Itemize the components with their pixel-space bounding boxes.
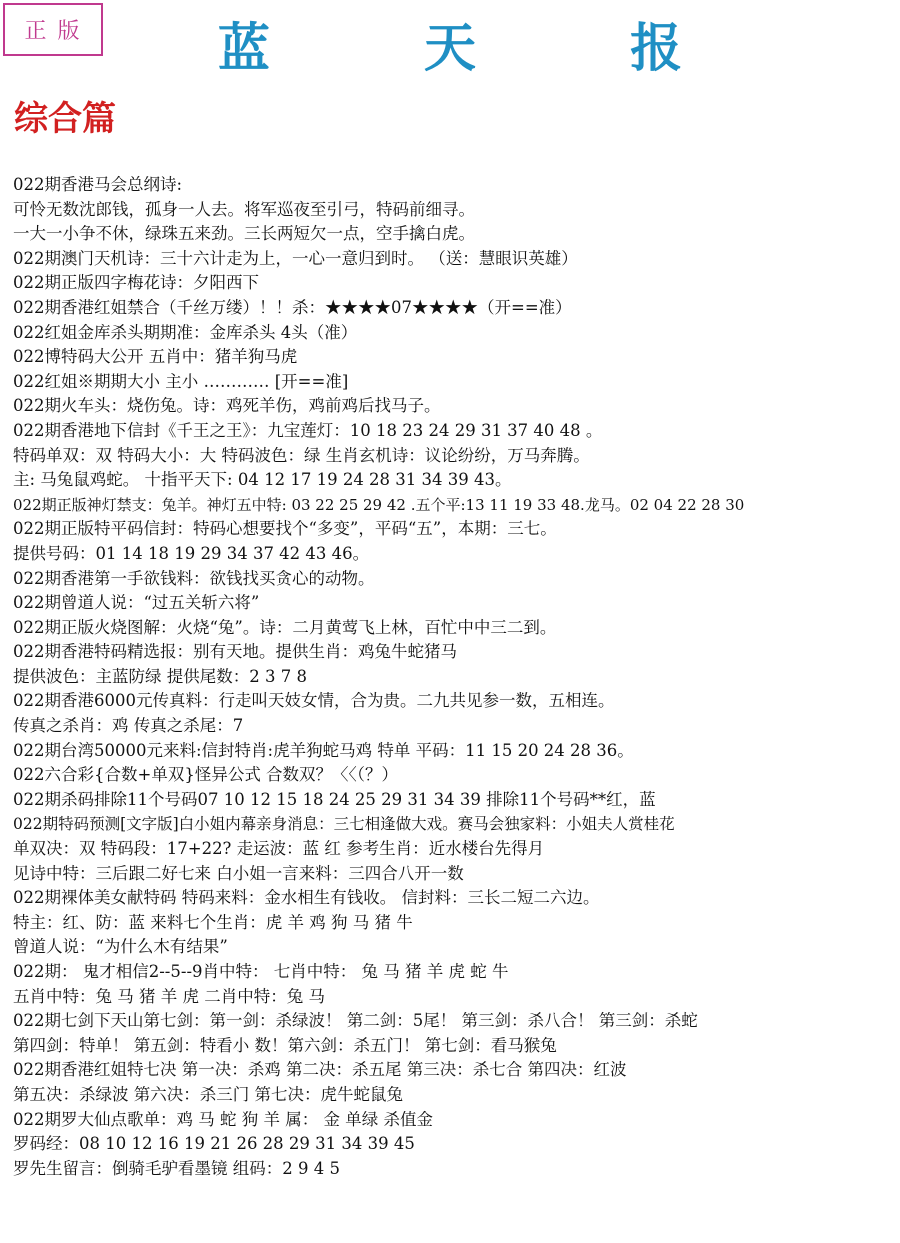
content-line: 一大一小争不休，绿珠五来劲。三长两短欠一点，空手擒白虎。 xyxy=(13,224,475,244)
content-line: 022博特码大公开 五肖中：猪羊狗马虎 xyxy=(13,347,298,367)
content-line: 022期香港特码精选报：别有天地。提供生肖：鸡兔牛蛇猪马 xyxy=(13,642,457,662)
content-line: 022期正版四字梅花诗：夕阳西下 xyxy=(13,273,259,293)
content-line: 022期香港地下信封《千王之王》：九宝莲灯：10 18 23 24 29 31 37 40 48 。 xyxy=(13,420,603,440)
content-line: 022期火车头：烧伤兔。诗：鸡死羊伤，鸡前鸡后找马子。 xyxy=(13,396,441,416)
content-line: 022红姐金库杀头期期准：金库杀头 4头（准） xyxy=(13,322,358,342)
content-line: 五肖中特：兔 马 猪 羊 虎 二肖中特：兔 马 xyxy=(13,986,325,1006)
content-line: 022期杀码排除11个号码07 10 12 15 18 24 25 29 31 34 39 排除11个号码**红，蓝 xyxy=(13,789,656,809)
content-line: 022期台湾50000元来料:信封特肖:虎羊狗蛇马鸡 特单 平码：11 15 20 24 28 36。 xyxy=(13,740,634,760)
content-line: 主: 马兔鼠鸡蛇。 十指平天下: 04 12 17 19 24 28 31 34 39 43。 xyxy=(13,470,512,490)
section-heading: 综合篇 xyxy=(14,99,116,139)
content-line: 提供号码：01 14 18 19 29 34 37 42 43 46。 xyxy=(13,543,370,563)
content-line: 第四剑：特单！ 第五剑：特看小 数！第六剑：杀五门！ 第七剑：看马猴兔 xyxy=(13,1035,557,1055)
content-line: 罗码经：08 10 12 16 19 21 26 28 29 31 34 39 45 xyxy=(13,1134,415,1154)
content-line: 022期正版特平码信封：特码心想要找个“多变”，平码“五”，本期：三七。 xyxy=(13,519,557,539)
page-title: 蓝 天 报 xyxy=(217,18,751,79)
content-line: 曾道人说：“为什么木有结果” xyxy=(13,937,228,957)
content-line: 022期： 鬼才相信2--5--9肖中特： 七肖中特： 兔 马 猪 羊 虎 蛇 牛 xyxy=(13,962,509,981)
content-line: 可怜无数沈郎钱，孤身一人去。将军巡夜至引弓，特码前细寻。 xyxy=(13,199,475,219)
content-line: 罗先生留言：倒骑毛驴看墨镜 组码：2 9 4 5 xyxy=(13,1158,340,1178)
edition-badge: 正 版 xyxy=(3,3,103,56)
content-line: 提供波色：主蓝防绿 提供尾数：2 3 7 8 xyxy=(13,666,307,686)
content-line: 特主：红、防：蓝 来料七个生肖：虎 羊 鸡 狗 马 猪 牛 xyxy=(13,912,413,932)
content-line: 单双决：双 特码段：17+22? 走运波：蓝 红 参考生肖：近水楼台先得月 xyxy=(13,839,545,859)
content-line: 022期香港马会总纲诗: xyxy=(13,175,183,194)
content-line: 传真之杀肖：鸡 传真之杀尾：7 xyxy=(13,716,244,736)
content-line: 022期香港第一手欲钱料：欲钱找买贪心的动物。 xyxy=(13,568,375,588)
content-line: 022期罗大仙点歌单：鸡 马 蛇 狗 羊 属： 金 单绿 杀值金 xyxy=(13,1109,433,1129)
content-line: 022红姐※期期大小 主小 ………… [开==准] xyxy=(13,371,349,391)
content-line: 022期香港红姐特七决 第一决：杀鸡 第二决：杀五尾 第三决：杀七合 第四决：红波 xyxy=(13,1060,627,1080)
content-line: 第五决：杀绿波 第六决：杀三门 第七决：虎牛蛇鼠兔 xyxy=(13,1084,403,1104)
content-line: 022期曾道人说：“过五关斩六将” xyxy=(13,593,260,613)
content-line: 022期正版神灯禁支：兔羊。神灯五中特: 03 22 25 29 42 .五个平:13 11 19 33 48.龙马。02 04 22 28 30 xyxy=(13,495,745,514)
content-line: 022期裸体美女献特码 特码来料：金水相生有钱收。 信封料：三长二短二六边。 xyxy=(13,888,600,908)
content-line: 022六合彩{合数+单双}怪异公式 合数双？〈〈（？） xyxy=(13,765,399,785)
content-line: 022期七剑下天山第七剑：第一剑：杀绿波！ 第二剑：5尾！ 第三剑：杀八合！ 第三剑：杀蛇 xyxy=(13,1011,698,1031)
content-line: 特码单双：双 特码大小：大 特码波色：绿 生肖玄机诗：议论纷纷，万马奔腾。 xyxy=(13,445,590,465)
content-line: 022期香港6000元传真料：行走叫天妓女情，合为贵。二九共见参一数，五相连。 xyxy=(13,691,615,711)
content-body xyxy=(13,173,897,1181)
content-line: 见诗中特：三后跟二好七来 白小姐一言来料：三四合八开一数 xyxy=(13,863,464,883)
content-line: 022期正版火烧图解：火烧“兔”。诗：二月黄莺飞上林，百忙中中三二到。 xyxy=(13,617,557,637)
content-line: 022期特码预测[文字版]白小姐内幕亲身消息：三七相逢做大戏。赛马会独家料：小姐夫人赏桂花 xyxy=(13,815,675,834)
content-line: 022期澳门天机诗：三十六计走为上，一心一意归到时。 （送：慧眼识英雄） xyxy=(13,248,578,268)
content-line: 022期香港红姐禁合（千丝万缕）！！杀：★★★★07★★★★（开==准） xyxy=(13,297,572,317)
